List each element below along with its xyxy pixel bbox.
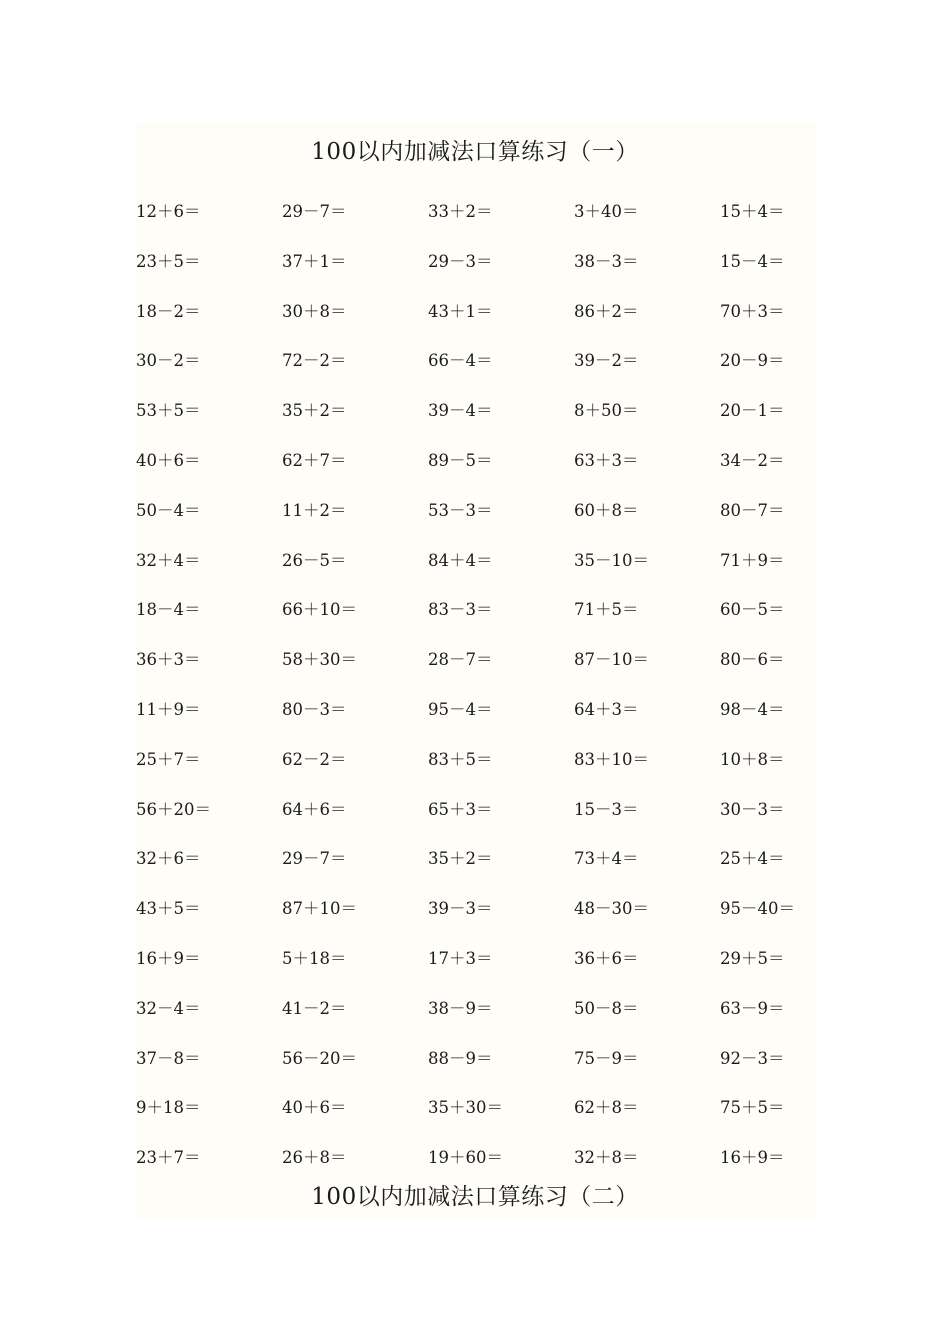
problem-cell: 60－5＝ [720, 600, 785, 620]
problem-row [136, 447, 826, 497]
problem-cell: 66＋10＝ [282, 600, 357, 620]
problem-cell: 83－3＝ [428, 600, 493, 620]
problem-cell: 63＋3＝ [574, 450, 639, 470]
problem-cell: 39－4＝ [428, 401, 493, 421]
problem-cell: 75＋5＝ [720, 1098, 785, 1118]
problem-row [136, 845, 826, 895]
problem-row [136, 547, 826, 597]
problem-row [136, 397, 826, 447]
problem-row [136, 945, 826, 995]
problem-grid [136, 198, 826, 1194]
worksheet-title-2: 100以内加减法口算练习（二） [311, 1184, 639, 1210]
problem-cell: 86＋2＝ [574, 301, 639, 321]
problem-cell: 26＋8＝ [282, 1148, 347, 1168]
problem-cell: 98－4＝ [720, 699, 785, 719]
problem-cell: 72－2＝ [282, 351, 347, 371]
problem-cell: 16＋9＝ [720, 1148, 785, 1168]
problem-cell: 34－2＝ [720, 450, 785, 470]
problem-cell: 25＋4＝ [720, 849, 785, 869]
problem-cell: 35＋2＝ [282, 401, 347, 421]
problem-row [136, 696, 826, 746]
problem-cell: 83＋5＝ [428, 749, 493, 769]
problem-cell: 58＋30＝ [282, 650, 357, 670]
problem-cell: 50－8＝ [574, 998, 639, 1018]
problem-cell: 80－7＝ [720, 500, 785, 520]
problem-cell: 87＋10＝ [282, 899, 357, 919]
problem-cell: 3＋40＝ [574, 202, 639, 221]
problem-cell: 30－2＝ [136, 351, 201, 371]
problem-cell: 64＋6＝ [282, 799, 347, 819]
problem-cell: 11＋2＝ [282, 500, 347, 520]
problem-cell: 38－9＝ [428, 998, 493, 1018]
problem-row [136, 347, 826, 397]
problem-cell: 18－2＝ [136, 301, 201, 321]
problem-cell: 33＋2＝ [428, 202, 493, 221]
problem-cell: 40＋6＝ [136, 450, 201, 470]
problem-cell: 32＋4＝ [136, 550, 201, 570]
problem-cell: 43＋1＝ [428, 301, 493, 321]
problem-cell: 8＋50＝ [574, 401, 639, 421]
problem-cell: 71＋5＝ [574, 600, 639, 620]
problem-cell: 50－4＝ [136, 500, 201, 520]
problem-cell: 28－7＝ [428, 650, 493, 670]
problem-cell: 62＋7＝ [282, 450, 347, 470]
problem-cell: 35－10＝ [574, 550, 649, 570]
problem-cell: 80－6＝ [720, 650, 785, 670]
problem-cell: 11＋9＝ [136, 699, 201, 719]
problem-cell: 39－3＝ [428, 899, 493, 919]
problem-cell: 5＋18＝ [282, 948, 347, 968]
problem-cell: 30－3＝ [720, 799, 785, 819]
problem-cell: 75－9＝ [574, 1048, 639, 1068]
problem-cell: 30＋8＝ [282, 301, 347, 321]
problem-row [136, 248, 826, 298]
problem-cell: 32＋6＝ [136, 849, 201, 869]
problem-row [136, 596, 826, 646]
problem-cell: 16＋9＝ [136, 948, 201, 968]
problem-cell: 87－10＝ [574, 650, 649, 670]
worksheet-title-1: 100以内加减法口算练习（一） [311, 139, 639, 165]
problem-cell: 32－4＝ [136, 998, 201, 1018]
problem-cell: 41－2＝ [282, 998, 347, 1018]
problem-cell: 65＋3＝ [428, 799, 493, 819]
problem-row [136, 746, 826, 796]
problem-cell: 23＋7＝ [136, 1148, 201, 1168]
problem-row [136, 1094, 826, 1144]
problem-row [136, 1045, 826, 1095]
problem-row [136, 646, 826, 696]
problem-cell: 66－4＝ [428, 351, 493, 371]
problem-cell: 62＋8＝ [574, 1098, 639, 1118]
problem-cell: 88－9＝ [428, 1048, 493, 1068]
problem-cell: 23＋5＝ [136, 251, 201, 271]
problem-cell: 9＋18＝ [136, 1098, 201, 1118]
problem-cell: 36＋6＝ [574, 948, 639, 968]
problem-cell: 20－1＝ [720, 401, 785, 421]
problem-cell: 80－3＝ [282, 699, 347, 719]
problem-cell: 60＋8＝ [574, 500, 639, 520]
problem-cell: 37＋1＝ [282, 251, 347, 271]
problem-cell: 64＋3＝ [574, 699, 639, 719]
problem-cell: 83＋10＝ [574, 749, 649, 769]
problem-cell: 95－4＝ [428, 699, 493, 719]
problem-cell: 29－7＝ [282, 202, 347, 221]
problem-cell: 48－30＝ [574, 899, 649, 919]
problem-cell: 26－5＝ [282, 550, 347, 570]
problem-cell: 62－2＝ [282, 749, 347, 769]
problem-cell: 15＋4＝ [720, 202, 785, 221]
problem-cell: 15－3＝ [574, 799, 639, 819]
problem-cell: 71＋9＝ [720, 550, 785, 570]
problem-cell: 17＋3＝ [428, 948, 493, 968]
problem-cell: 35＋30＝ [428, 1098, 503, 1118]
problem-cell: 84＋4＝ [428, 550, 493, 570]
problem-cell: 43＋5＝ [136, 899, 201, 919]
problem-cell: 25＋7＝ [136, 749, 201, 769]
problem-cell: 36＋3＝ [136, 650, 201, 670]
problem-cell: 19＋60＝ [428, 1148, 503, 1168]
problem-cell: 10＋8＝ [720, 749, 785, 769]
problem-row [136, 995, 826, 1045]
problem-row [136, 198, 826, 248]
problem-cell: 29＋5＝ [720, 948, 785, 968]
problem-cell: 20－9＝ [720, 351, 785, 371]
problem-cell: 32＋8＝ [574, 1148, 639, 1168]
problem-cell: 70＋3＝ [720, 301, 785, 321]
problem-row [136, 497, 826, 547]
problem-cell: 40＋6＝ [282, 1098, 347, 1118]
problem-cell: 35＋2＝ [428, 849, 493, 869]
problem-cell: 18－4＝ [136, 600, 201, 620]
problem-cell: 29－7＝ [282, 849, 347, 869]
problem-cell: 37－8＝ [136, 1048, 201, 1068]
problem-row [136, 298, 826, 348]
problem-cell: 56－20＝ [282, 1048, 357, 1068]
problem-cell: 38－3＝ [574, 251, 639, 271]
problem-cell: 73＋4＝ [574, 849, 639, 869]
problem-cell: 15－4＝ [720, 251, 785, 271]
problem-cell: 95－40＝ [720, 899, 795, 919]
problem-cell: 12＋6＝ [136, 202, 201, 221]
problem-row [136, 796, 826, 846]
problem-cell: 63－9＝ [720, 998, 785, 1018]
problem-cell: 39－2＝ [574, 351, 639, 371]
problem-row [136, 895, 826, 945]
problem-cell: 56＋20＝ [136, 799, 211, 819]
problem-cell: 89－5＝ [428, 450, 493, 470]
problem-cell: 92－3＝ [720, 1048, 785, 1068]
problem-cell: 53＋5＝ [136, 401, 201, 421]
problem-cell: 53－3＝ [428, 500, 493, 520]
problem-cell: 29－3＝ [428, 251, 493, 271]
